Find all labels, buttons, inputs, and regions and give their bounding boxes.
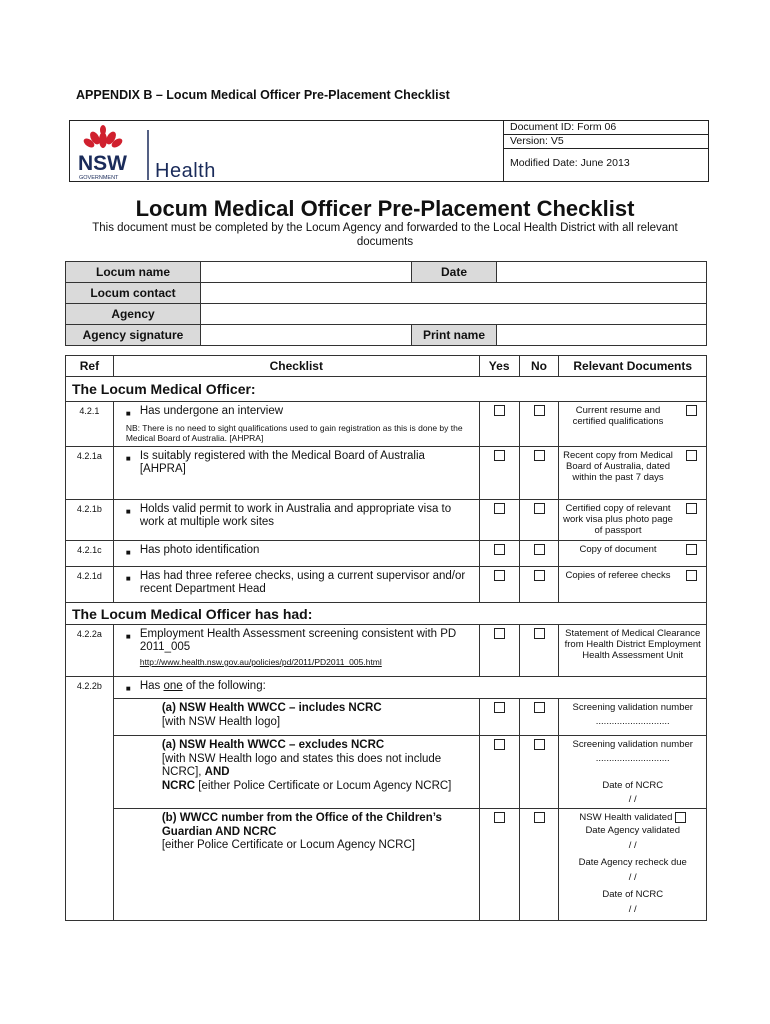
option-rest2: [either Police Certificate or Locum Agency NCRC] <box>198 779 452 792</box>
label-date: Date <box>412 262 497 283</box>
doc-text: Screening validation number <box>572 702 693 713</box>
date-ncrc-value[interactable]: / / <box>628 904 637 916</box>
date-validated-value[interactable]: / / <box>628 840 637 852</box>
info-table <box>65 261 707 346</box>
doc-dots[interactable]: ............................ <box>595 753 670 764</box>
agency-field[interactable] <box>201 304 707 325</box>
doc-id: Document ID: Form 06 <box>504 121 709 135</box>
page-title: Locum Medical Officer Pre-Placement Checklist <box>135 196 635 221</box>
locum-contact-field[interactable] <box>201 283 707 304</box>
doc-checkbox[interactable] <box>686 450 697 461</box>
checklist-table <box>65 355 707 921</box>
doc-checkbox[interactable] <box>686 544 697 555</box>
yes-checkbox[interactable] <box>494 702 505 713</box>
table-row: 4.2.1c ■ Has photo identification Copy of document <box>66 541 707 567</box>
yes-checkbox[interactable] <box>494 544 505 555</box>
nsw-validated-checkbox[interactable] <box>675 812 686 823</box>
option-label: (b) <box>161 812 177 824</box>
table-row: 4.2.1d ■ Has had three referee checks, using a current supervisor and/or recent Department Head Copies of referee checks <box>66 567 707 603</box>
doc-text: Certified copy of relevant work visa plus photo page of passport <box>559 500 677 541</box>
option-bold: WWCC number from the Office of the Children’s Guardian AND NCRC <box>161 812 442 838</box>
label-agency-signature: Agency signature <box>66 325 201 346</box>
no-checkbox[interactable] <box>534 450 545 461</box>
yes-checkbox[interactable] <box>494 739 505 750</box>
option-bold: NSW Health WWCC – excludes NCRC <box>179 739 385 751</box>
ref-cell: 4.2.2a <box>66 625 114 677</box>
option-label: (a) <box>161 739 176 751</box>
ref-cell: 4.2.1 <box>66 402 114 447</box>
option-rest: [either Police Certificate or Locum Agency NCRC] <box>161 839 415 851</box>
header-no: No <box>519 356 559 377</box>
option-rest: [with NSW Health logo and states this does not include NCRC], <box>161 752 442 778</box>
ref-cell: 4.2.1c <box>66 541 114 567</box>
logo-nsw: NSW <box>78 152 127 175</box>
item-text: Employment Health Assessment screening consistent with PD 2011_005 <box>139 628 457 653</box>
doc-info <box>503 121 709 181</box>
doc-text: Statement of Medical Clearance from Health District Employment Health Assessment Unit <box>559 625 707 677</box>
print-name-field[interactable] <box>497 325 707 346</box>
ref-cell: 4.2.2b <box>66 677 114 921</box>
doc-version: Version: V5 <box>504 135 709 149</box>
agency-signature-field[interactable] <box>201 325 412 346</box>
option-rest: [with NSW Health logo] <box>161 715 281 728</box>
label-print-name: Print name <box>412 325 497 346</box>
appendix-title: APPENDIX B – Locum Medical Officer Pre-Placement Checklist <box>76 88 450 102</box>
option-row <box>66 736 707 809</box>
doc-checkbox[interactable] <box>686 405 697 416</box>
no-checkbox[interactable] <box>534 739 545 750</box>
item-text-pre: Has <box>139 680 164 692</box>
item-text: Has had three referee checks, using a current supervisor and/or recent Department Head <box>139 570 466 595</box>
option-bold: NSW Health WWCC – includes NCRC <box>179 702 382 714</box>
header-checklist: Checklist <box>113 356 479 377</box>
option-row <box>66 699 707 736</box>
no-checkbox[interactable] <box>534 570 545 581</box>
yes-checkbox[interactable] <box>494 405 505 416</box>
doc-date-label: Date of NCRC <box>602 780 664 791</box>
yes-checkbox[interactable] <box>494 570 505 581</box>
option-and: AND <box>204 766 230 778</box>
doc-text: Copy of document <box>559 541 677 567</box>
ref-cell: 4.2.1b <box>66 500 114 541</box>
no-checkbox[interactable] <box>534 405 545 416</box>
doc-text: Screening validation number <box>572 739 693 750</box>
doc-checkbox[interactable] <box>686 570 697 581</box>
date-field[interactable] <box>497 262 707 283</box>
policy-link[interactable]: http://www.health.nsw.gov.au/policies/pd/2011/PD2011_005.html <box>139 657 382 667</box>
no-checkbox[interactable] <box>534 544 545 555</box>
item-text: Is suitably registered with the Medical Board of Australia [AHPRA] <box>139 450 425 475</box>
item-text: Has undergone an interview <box>139 405 284 417</box>
yes-checkbox[interactable] <box>494 450 505 461</box>
doc-date-value[interactable]: / / <box>628 794 637 805</box>
doc-text: Current resume and certified qualifications <box>559 402 677 447</box>
header-ref: Ref <box>66 356 114 377</box>
no-checkbox[interactable] <box>534 702 545 713</box>
yes-checkbox[interactable] <box>494 812 505 823</box>
label-locum-name: Locum name <box>66 262 201 283</box>
item-text: Holds valid permit to work in Australia and appropriate visa to work at multiple work sites <box>139 503 452 528</box>
doc-date-ncrc: Date of NCRC <box>602 889 664 901</box>
table-row: 4.2.1b ■ Holds valid permit to work in Australia and appropriate visa to work at multiple work sites Certified copy of relevant work visa plus photo page of passport <box>66 500 707 541</box>
locum-name-field[interactable] <box>201 262 412 283</box>
doc-nsw-validated: NSW Health validated <box>579 812 673 824</box>
header-yes: Yes <box>479 356 519 377</box>
label-agency: Agency <box>66 304 201 325</box>
recheck-due-value[interactable]: / / <box>628 872 637 884</box>
label-locum-contact: Locum contact <box>66 283 201 304</box>
doc-date-validated: Date Agency validated <box>585 825 680 837</box>
header-docs: Relevant Documents <box>559 356 707 377</box>
doc-recheck-due: Date Agency recheck due <box>578 857 687 869</box>
item-text-one: one <box>163 680 183 692</box>
table-row: 4.2.2a ■ Employment Health Assessment screening consistent with PD 2011_005 http://www.health.nsw.gov.au/policies/pd/2011/PD2011_005.html Statement of Medical Clearance from Health District Employment Health Assessment Unit <box>66 625 707 677</box>
item-text: Has photo identification <box>139 544 260 556</box>
item-text-post: of the following: <box>182 680 266 692</box>
ref-cell: 4.2.1d <box>66 567 114 603</box>
page-subtitle: This document must be completed by the Locum Agency and forwarded to the Local Health District with all relevant documents <box>92 222 678 248</box>
logo-health: Health <box>155 160 216 182</box>
doc-checkbox[interactable] <box>686 503 697 514</box>
doc-dots[interactable]: ............................ <box>595 716 670 727</box>
doc-text: Copies of referee checks <box>559 567 677 603</box>
logo-government: GOVERNMENT <box>79 175 119 181</box>
yes-checkbox[interactable] <box>494 503 505 514</box>
table-row: 4.2.1 ■ Has undergone an interview NB: There is no need to sight qualifications used to gain registration as this is done by the Medical Board of Australia. [AHPRA] Current resume and certified qualifications <box>66 402 707 447</box>
yes-checkbox[interactable] <box>494 628 505 639</box>
doc-text: Recent copy from Medical Board of Australia, dated within the past 7 days <box>559 447 677 500</box>
option-label: (a) <box>161 702 176 714</box>
no-checkbox[interactable] <box>534 812 545 823</box>
table-row: 4.2.1a ■ Is suitably registered with the Medical Board of Australia [AHPRA] Recent copy from Medical Board of Australia, dated within the past 7 days <box>66 447 707 500</box>
no-checkbox[interactable] <box>534 628 545 639</box>
ref-cell: 4.2.1a <box>66 447 114 500</box>
item-note: NB: There is no need to sight qualifications used to gain registration as this is done by the Medical Board of Australia. [AHPRA] <box>125 423 463 443</box>
no-checkbox[interactable] <box>534 503 545 514</box>
doc-modified: Modified Date: June 2013 <box>510 157 630 169</box>
option-ncrc: NCRC <box>161 779 196 792</box>
section-locum-officer-had: The Locum Medical Officer has had: <box>66 603 707 625</box>
section-locum-officer: The Locum Medical Officer: <box>66 377 707 402</box>
option-row <box>66 809 707 921</box>
table-row: 4.2.2b ■ Has one of the following: <box>66 677 707 699</box>
